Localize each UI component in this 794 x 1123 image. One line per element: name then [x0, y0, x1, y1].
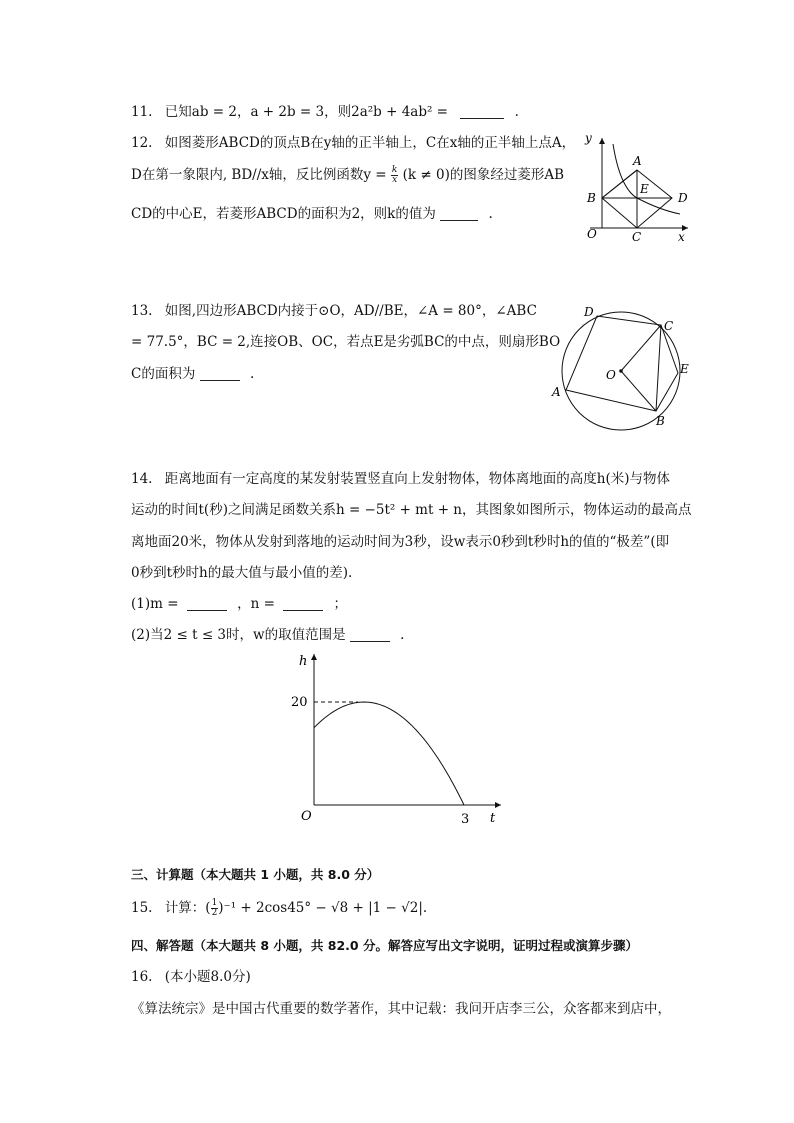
q13-fig-O: O — [606, 368, 616, 382]
q16-score: (本小题8.0分) — [164, 969, 251, 985]
q12-frac-num: k — [391, 165, 398, 175]
q14-number: 14. — [131, 471, 153, 487]
q14-text-line3: 离地面20米，物体从发射到落地的运动时间为3秒，设w表示0秒到t秒时h的值的“极差”(即 — [131, 534, 670, 550]
q12-text-line2a: D在第一象限内, BD//x轴，反比例函数y = — [131, 167, 387, 183]
q13-text-line2: = 77.5°，BC = 2,连接OB、OC，若点E是劣弧BC的中点，则扇形BO — [131, 334, 561, 350]
q14-text-line2: 运动的时间t(秒)之间满足函数关系h = −5t² + mt + n，其图象如图所示，物体运动的最高点 — [131, 502, 692, 518]
q11-text: 已知ab = 2，a + 2b = 3，则2a²b + 4ab² = — [164, 104, 448, 120]
q13-answer-blank[interactable] — [200, 366, 240, 381]
q13-text-line3a: C的面积为 — [131, 366, 196, 382]
q14-line3 — [131, 533, 669, 551]
q16-number: 16. — [131, 969, 153, 985]
q12-end: . — [488, 206, 493, 222]
q12-fraction — [391, 166, 398, 185]
q11-end: . — [514, 104, 519, 120]
q13-number: 13. — [131, 303, 153, 319]
q12-fig-O: O — [587, 227, 597, 241]
q14-text-line1: 距离地面有一定高度的某发射装置竖直向上发射物体，物体离地面的高度h(米)与物体 — [164, 471, 671, 487]
q14-tick-3: 3 — [461, 812, 470, 827]
q12-text-line3a: CD的中心E，若菱形ABCD的面积为2，则k的值为 — [131, 206, 436, 222]
q14-n-blank[interactable] — [283, 596, 323, 611]
q16-text: 《算法统宗》是中国古代重要的数学著作，其中记载：我问开店李三公，众客都来到店中， — [131, 1001, 671, 1017]
q14-origin: O — [301, 809, 312, 824]
q13-fig-A: A — [552, 385, 561, 399]
q12-text-line2b: (k ≠ 0)的图象经过菱形AB — [402, 167, 565, 183]
q14-part1-m: (1)m = — [131, 596, 179, 612]
q12-line1 — [131, 134, 575, 152]
q11-line — [131, 103, 519, 121]
q13-line2 — [131, 333, 560, 351]
q14-tick-20: 20 — [291, 695, 308, 710]
q14-m-blank[interactable] — [187, 596, 227, 611]
q14-t-label: t — [490, 811, 496, 826]
q12-figure — [580, 130, 695, 245]
q16-text-line — [131, 1000, 671, 1018]
q11-answer-blank[interactable] — [460, 104, 504, 119]
q13-end: . — [249, 366, 255, 382]
q14-line1 — [131, 470, 670, 488]
q14-line4 — [131, 564, 352, 582]
q14-line2 — [131, 501, 692, 519]
q13-fig-E: E — [680, 362, 689, 376]
q13-figure — [546, 300, 696, 435]
q12-fig-A: A — [633, 154, 642, 168]
q15-lead: 计算：( — [164, 900, 211, 916]
q13-line3 — [131, 365, 254, 383]
q14-h-label: h — [299, 654, 308, 669]
q14-curve — [314, 702, 464, 805]
q12-fig-x-label: x — [678, 230, 685, 244]
q12-fig-y-label: y — [585, 131, 592, 145]
q12-fig-D: D — [678, 191, 688, 205]
q15-number: 15. — [131, 900, 153, 916]
q12-frac-den: x — [392, 175, 398, 185]
q14-chart — [285, 648, 510, 828]
q15-frac-den: 2 — [211, 908, 218, 918]
q14-text-line4: 0秒到t秒时h的最大值与最小值的差). — [131, 565, 353, 581]
section4-title: 四、解答题（本大题共 8 小题，共 82.0 分。解答应写出文字说明，证明过程或演算步骤） — [131, 938, 638, 953]
q15-line — [131, 899, 427, 918]
q14-part1-n: ，n = — [237, 596, 275, 612]
section3-title: 三、计算题（本大题共 1 小题，共 8.0 分） — [131, 867, 380, 882]
q12-number: 12. — [131, 135, 153, 151]
q15-rest: )⁻¹ + 2cos45° − √8 + |1 − √2|. — [218, 900, 428, 916]
q13-fig-B: B — [656, 414, 665, 428]
q13-fig-D: D — [584, 305, 594, 319]
q12-answer-blank[interactable] — [440, 206, 478, 221]
q14-part2-text: (2)当2 ≤ t ≤ 3时，w的取值范围是 — [131, 627, 346, 643]
q14-part1 — [131, 595, 347, 613]
q12-text-line1: 如图菱形ABCD的顶点B在y轴的正半轴上，C在x轴的正半轴上点A， — [164, 135, 576, 151]
q14-part1-end: ； — [333, 596, 348, 612]
q12-fig-C: C — [632, 230, 642, 244]
q11-number: 11. — [131, 104, 153, 120]
q16-header — [131, 968, 251, 986]
q13-fig-C: C — [664, 319, 674, 333]
q13-text-line1: 如图,四边形ABCD内接于⊙O，AD//BE，∠A = 80°，∠ABC — [164, 303, 537, 319]
q14-part2-end: . — [400, 627, 405, 643]
q12-line3 — [131, 205, 493, 223]
q13-line1 — [131, 302, 537, 320]
q12-fig-E: E — [640, 182, 649, 196]
q12-line2 — [131, 166, 564, 185]
q14-w-blank[interactable] — [350, 627, 390, 642]
q12-fig-B: B — [587, 191, 596, 205]
q14-part2 — [131, 626, 404, 644]
q15-frac-num: 1 — [211, 898, 218, 908]
